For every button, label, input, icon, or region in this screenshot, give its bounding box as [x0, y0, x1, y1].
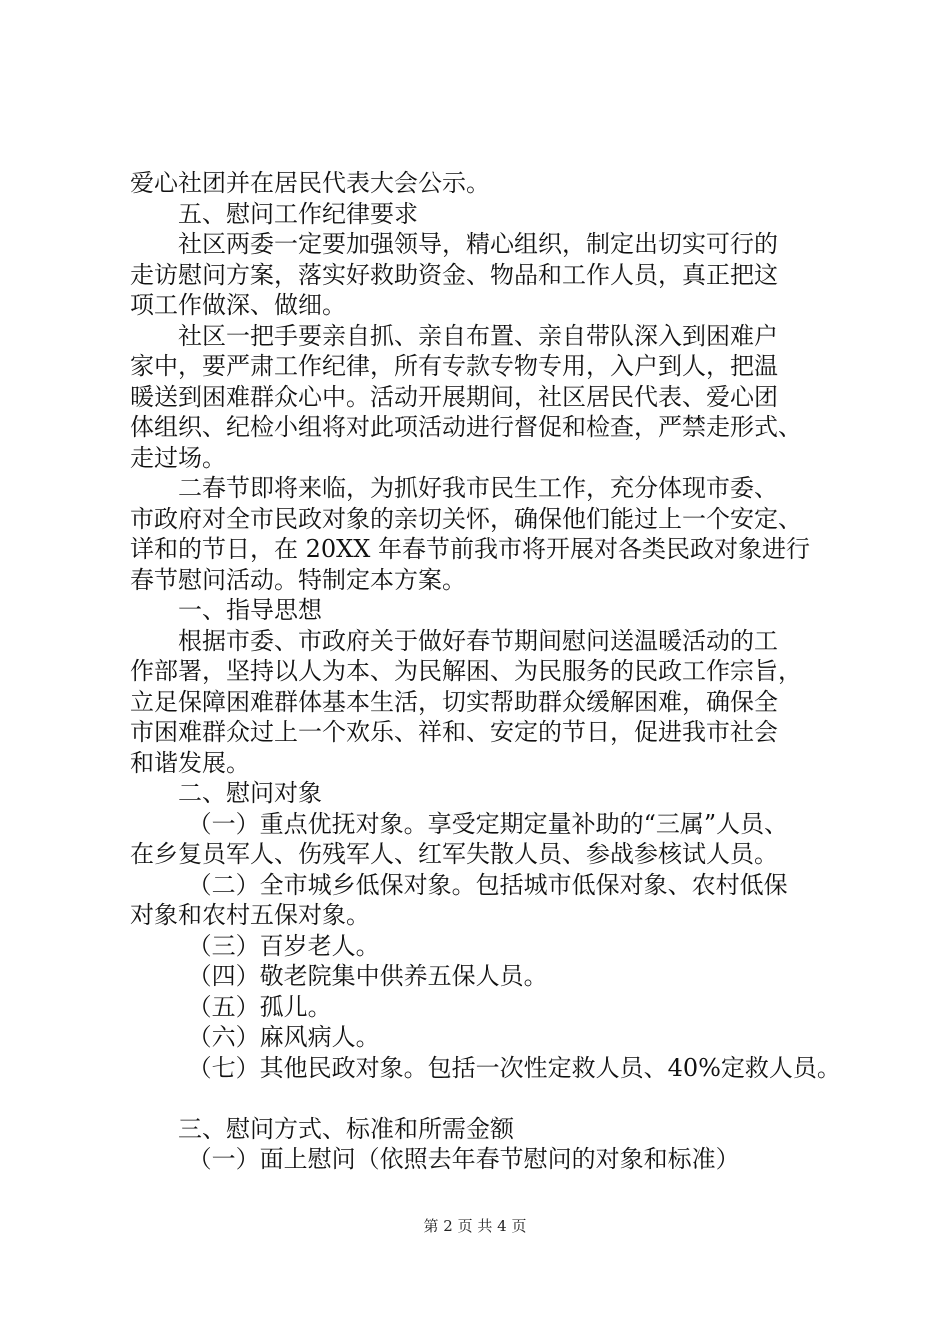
text-line: 对象和农村五保对象。 [130, 901, 370, 929]
text-line: 作部署，坚持以人为本、为民解困、为民服务的民政工作宗旨， [130, 657, 802, 685]
text-line: 市困难群众过上一个欢乐、祥和、安定的节日，促进我市社会 [130, 718, 778, 746]
blank-line [130, 1083, 850, 1114]
text-line: （四）敬老院集中供养五保人员。 [187, 962, 548, 990]
text-line: 家中，要严肃工作纪律，所有专款专物专用，入户到人，把温 [130, 352, 778, 380]
text-line: （七）其他民政对象。包括一次性定救人员、40%定救人员。 [187, 1053, 841, 1082]
text-line: 二、慰问对象 [178, 779, 322, 807]
text-line: 春节慰问活动。特制定本方案。 [130, 565, 466, 594]
text-line: 详和的节日，在 20XX 年春节前我市将开展对各类民政对象进行 [130, 535, 810, 563]
text-line: 社区两委一定要加强领导，精心组织，制定出切实可行的 [178, 230, 778, 258]
text-line: 三、慰问方式、标准和所需金额 [178, 1114, 514, 1143]
text-line: 暖送到困难群众心中。活动开展期间，社区居民代表、爱心团 [130, 382, 778, 411]
text-line: 体组织、纪检小组将对此项活动进行督促和检查，严禁走形式、 [130, 413, 802, 441]
text-line: （六）麻风病人。 [187, 1023, 380, 1051]
text-line: （一）面上慰问（依照去年春节慰问的对象和标准） [187, 1145, 740, 1173]
text-line: 走访慰问方案，落实好救助资金、物品和工作人员，真正把这 [130, 260, 778, 289]
text-line: 五、慰问工作纪律要求 [178, 199, 418, 228]
text-line: 爱心社团并在居民代表大会公示。 [130, 169, 490, 197]
text-line: （五）孤儿。 [187, 992, 332, 1021]
text-line: 根据市委、市政府关于做好春节期间慰问送温暖活动的工 [178, 626, 778, 655]
text-line: （一）重点优抚对象。享受定期定量补助的“三属”人员、 [187, 809, 789, 838]
text-line: （二）全市城乡低保对象。包括城市低保对象、农村低保 [187, 870, 788, 899]
text-line: （三）百岁老人。 [187, 931, 380, 960]
document-body [130, 168, 850, 1175]
text-line: 社区一把手要亲自抓、亲自布置、亲自带队深入到困难户 [178, 321, 778, 350]
page-footer: 第 2 页 共 4 页 [423, 1217, 527, 1235]
text-line: 一、指导思想 [178, 596, 322, 624]
text-line: 和谐发展。 [130, 748, 250, 777]
text-line: 项工作做深、做细。 [130, 291, 346, 319]
text-line: 立足保障困难群体基本生活，切实帮助群众缓解困难，确保全 [130, 687, 778, 716]
text-line: 二春节即将来临，为抓好我市民生工作，充分体现市委、 [178, 474, 778, 502]
text-line: 走过场。 [130, 443, 226, 472]
text-line: 市政府对全市民政对象的亲切关怀，确保他们能过上一个安定、 [130, 504, 802, 533]
text-line: 在乡复员军人、伤残军人、红军失散人员、参战参核试人员。 [130, 840, 778, 868]
